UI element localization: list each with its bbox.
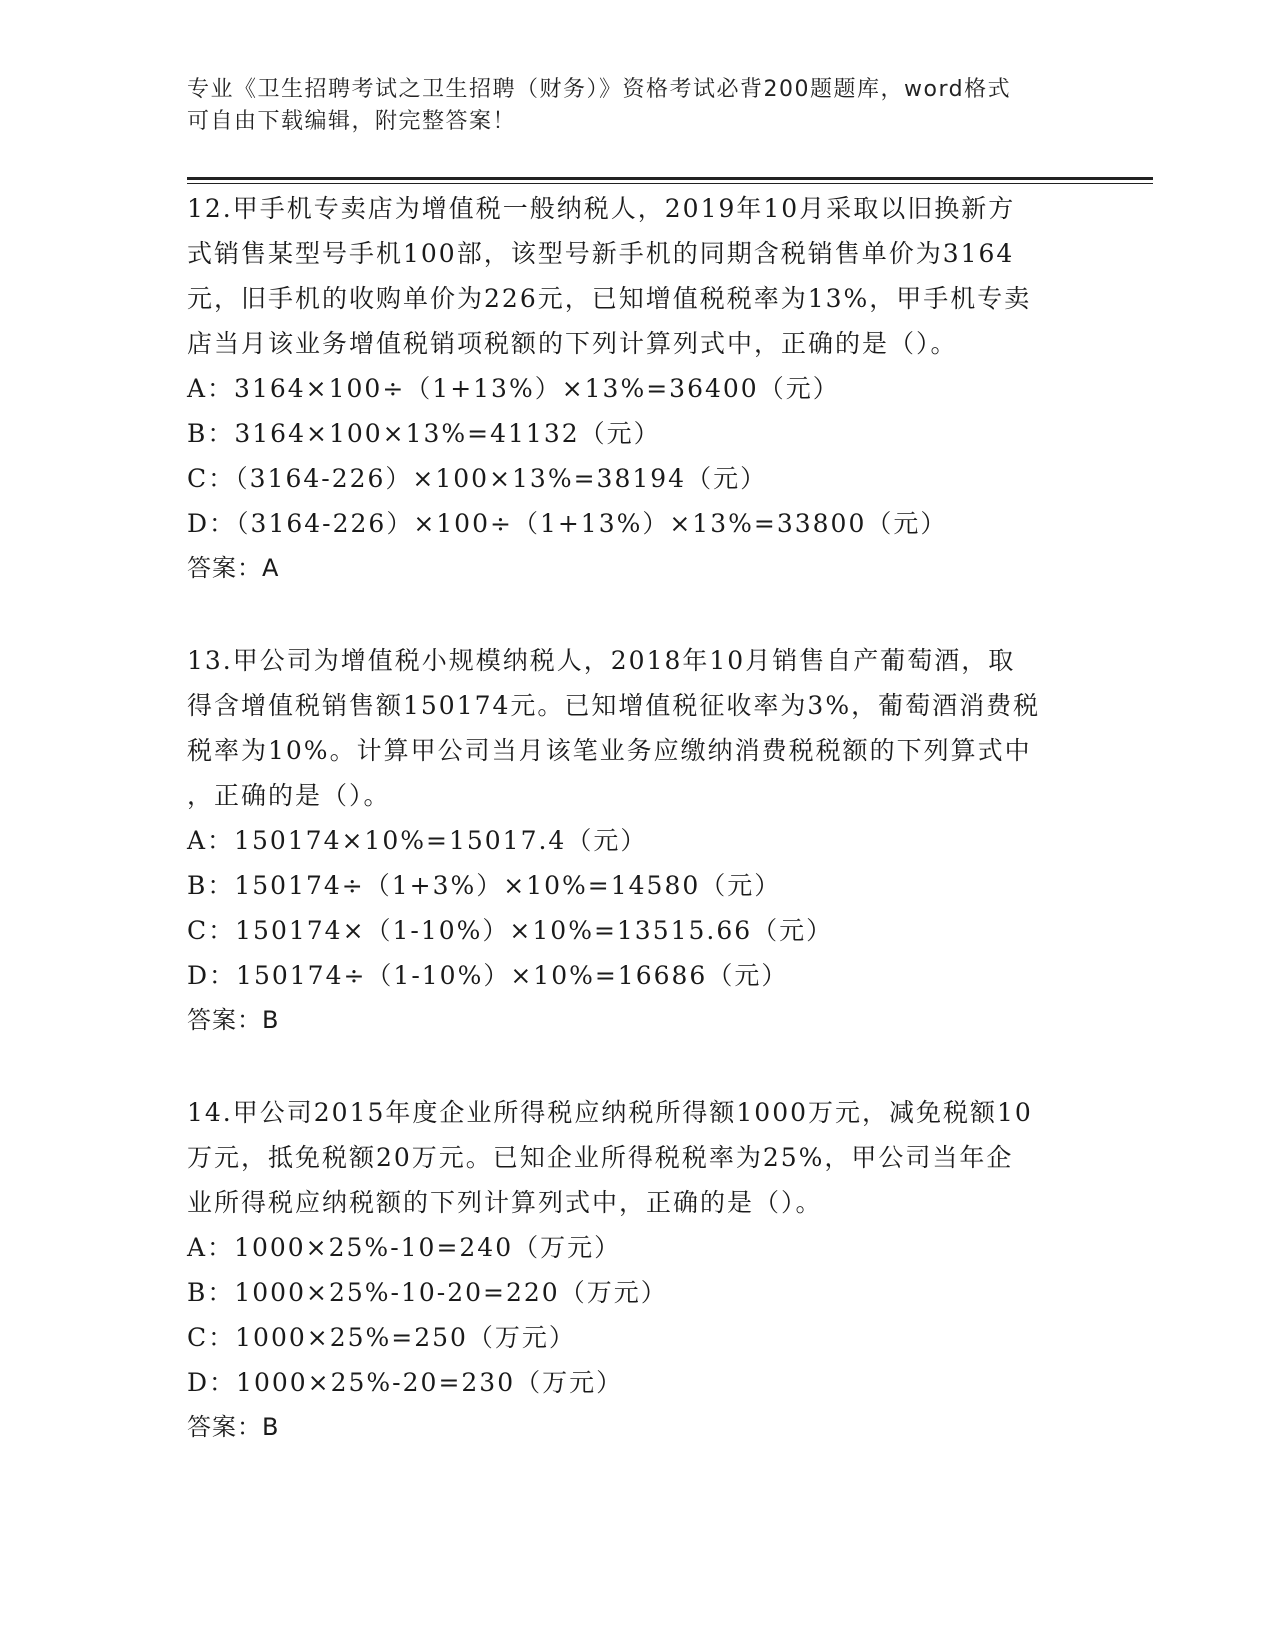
option-b: B：1000×25%-10-20=220（万元） <box>187 1278 668 1307</box>
question-stem-line: 税率为10%。计算甲公司当月该笔业务应缴纳消费税税额的下列算式中 <box>187 736 1032 765</box>
question-14 <box>187 1090 1087 1450</box>
option-d: D：150174÷（1-10%）×10%=16686（元） <box>187 961 789 990</box>
header-line-1: 专业《卫生招聘考试之卫生招聘（财务）》资格考试必背200题题库，word格式 <box>187 77 1012 102</box>
question-stem-line: 业所得税应纳税额的下列计算列式中，正确的是（）。 <box>187 1188 823 1217</box>
question-12 <box>187 186 1087 591</box>
question-13 <box>187 638 1087 1043</box>
question-stem-line: ，正确的是（）。 <box>187 781 391 810</box>
answer-line: 答案：A <box>187 554 280 582</box>
question-stem-line: 式销售某型号手机100部，该型号新手机的同期含税销售单价为3164 <box>187 239 1015 268</box>
document-header <box>187 74 1087 138</box>
header-line-2: 可自由下载编辑，附完整答案！ <box>187 109 517 134</box>
option-c: C：150174×（1-10%）×10%=13515.66（元） <box>187 916 834 945</box>
option-d: D：（3164-226）×100÷（1+13%）×13%=33800（元） <box>187 509 948 538</box>
option-a: A：3164×100÷（1+13%）×13%=36400（元） <box>187 374 840 403</box>
question-stem-line: 13.甲公司为增值税小规模纳税人，2018年10月销售自产葡萄酒，取 <box>187 646 1016 675</box>
option-b: B：3164×100×13%=41132（元） <box>187 419 661 448</box>
option-a: A：150174×10%=15017.4（元） <box>187 826 648 855</box>
answer-line: 答案：B <box>187 1006 280 1034</box>
question-stem-line: 得含增值税销售额150174元。已知增值税征收率为3%，葡萄酒消费税 <box>187 691 1041 720</box>
question-stem-line: 14.甲公司2015年度企业所得税应纳税所得额1000万元，减免税额10 <box>187 1098 1033 1127</box>
question-stem-line: 12.甲手机专卖店为增值税一般纳税人，2019年10月采取以旧换新方 <box>187 194 1016 223</box>
option-a: A：1000×25%-10=240（万元） <box>187 1233 622 1262</box>
option-d: D：1000×25%-20=230（万元） <box>187 1368 624 1397</box>
answer-line: 答案：B <box>187 1413 280 1441</box>
question-stem-line: 元，旧手机的收购单价为226元，已知增值税税率为13%，甲手机专卖 <box>187 284 1032 313</box>
option-c: C：（3164-226）×100×13%=38194（元） <box>187 464 768 493</box>
question-stem-line: 店当月该业务增值税销项税额的下列计算列式中，正确的是（）。 <box>187 329 958 358</box>
question-stem-line: 万元，抵免税额20万元。已知企业所得税税率为25%，甲公司当年企 <box>187 1143 1014 1172</box>
header-divider-thin <box>187 183 1153 184</box>
option-b: B：150174÷（1+3%）×10%=14580（元） <box>187 871 782 900</box>
header-divider-thick <box>187 177 1153 180</box>
option-c: C：1000×25%=250（万元） <box>187 1323 576 1352</box>
